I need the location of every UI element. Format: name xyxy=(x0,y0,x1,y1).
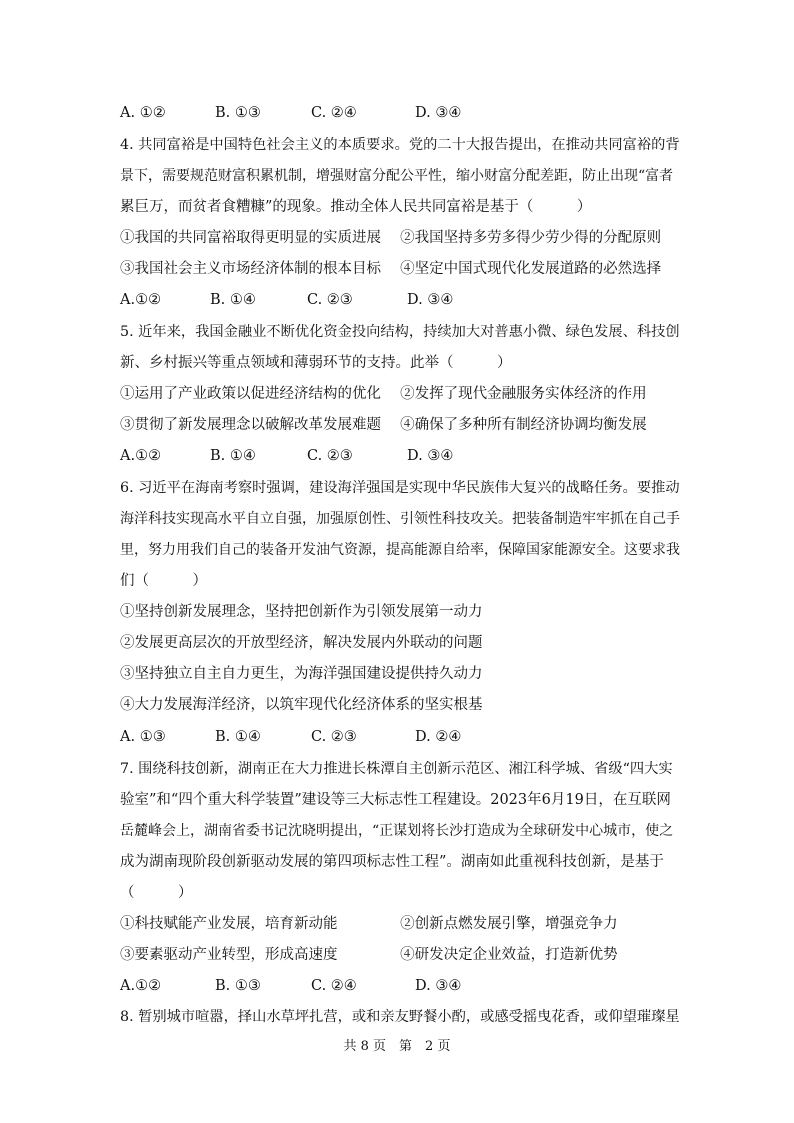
q5-statement-line-1: ①运用了产业政策以促进经济结构的优化 ②发挥了现代金融服务实体经济的作用 xyxy=(120,386,647,402)
q4-option-c: C. ②③ xyxy=(307,292,353,308)
q6-statement-2: ②发展更高层次的开放型经济，解决发展内外联动的问题 xyxy=(120,635,483,651)
q7-statement-line-2: ③要素驱动产业转型，形成高速度 ④研发决定企业效益，打造新优势 xyxy=(120,947,618,963)
q3-option-d: D. ③④ xyxy=(415,105,462,121)
q4-stem-line-3: 累巨万，而贫者食糟糠”的现象。推动全体人民共同富裕是基于（ ） xyxy=(120,199,592,215)
q3-option-a: A. ①② xyxy=(120,105,166,121)
q7-option-c: C. ②④ xyxy=(311,978,357,994)
q6-stem-line-1: 6. 习近平在海南考察时强调，建设海洋强国是实现中华民族伟大复兴的战略任务。要推动 xyxy=(120,480,680,496)
q4-option-a: A.①② xyxy=(120,292,162,308)
q5-statement-line-2: ③贯彻了新发展理念以破解改革发展难题 ④确保了多种所有制经济协调均衡发展 xyxy=(120,417,647,433)
q4-statement-line-1: ①我国的共同富裕取得更明显的实质进展 ②我国坚持多劳多得少劳少得的分配原则 xyxy=(120,230,662,246)
q5-option-d: D. ③④ xyxy=(407,448,454,464)
q3-options xyxy=(120,103,461,123)
q6-option-c: C. ②③ xyxy=(311,729,357,745)
q5-option-a: A.①② xyxy=(120,448,162,464)
q7-stem-line-5: （ ） xyxy=(120,885,193,901)
q6-statement-1: ①坚持创新发展理念，坚持把创新作为引领发展第一动力 xyxy=(120,604,483,620)
q6-option-d: D. ②④ xyxy=(415,729,462,745)
q6-stem-line-4: 们（ ） xyxy=(120,573,207,589)
q5-option-b: B. ①④ xyxy=(210,448,256,464)
page-footer: 共 8 页 第 2 页 xyxy=(343,1039,451,1054)
q7-statement-line-1: ①科技赋能产业发展，培育新动能 ②创新点燃发展引擎，增强竞争力 xyxy=(120,916,618,932)
q4-options xyxy=(120,290,453,310)
q5-options xyxy=(120,446,453,466)
q7-option-b: B. ①③ xyxy=(215,978,261,994)
q4-option-d: D. ③④ xyxy=(407,292,454,308)
q8-stem-line-1: 8. 暂别城市喧嚣，择山水草坪扎营，或和亲友野餐小酌，或感受摇曳花香，或仰望璀璨星 xyxy=(120,1009,680,1025)
q6-stem-line-3: 里，努力用我们自己的装备开发油气资源，提高能源自给率，保障国家能源安全。这要求我 xyxy=(120,542,680,558)
q6-statement-3: ③坚持独立自主自力更生，为海洋强国建设提供持久动力 xyxy=(120,666,483,682)
q7-stem-line-1: 7. 围绕科技创新，湖南正在大力推进长株潭自主创新示范区、湘江科学城、省级“四大实 xyxy=(120,761,673,777)
q6-options xyxy=(120,727,461,747)
q4-statement-line-2: ③我国社会主义市场经济体制的根本目标 ④坚定中国式现代化发展道路的必然选择 xyxy=(120,261,662,277)
q7-stem-line-4: 成为湖南现阶段创新驱动发展的第四项标志性工程”。湖南如此重视科技创新，是基于 xyxy=(120,854,664,870)
q5-stem-line-1: 5. 近年来，我国金融业不断优化资金投向结构，持续加大对普惠小微、绿色发展、科技创 xyxy=(120,324,680,340)
q7-options xyxy=(120,976,461,996)
q4-stem-line-2: 景下，需要规范财富积累机制，增强财富分配公平性，缩小财富分配差距，防止出现“富者 xyxy=(120,168,674,184)
q7-stem-line-2: 验室”和“四个重大科学装置”建设等三大标志性工程建设。2023年6月19日，在互联网 xyxy=(120,792,671,808)
q6-option-b: B. ①④ xyxy=(215,729,261,745)
q6-option-a: A. ①③ xyxy=(120,729,166,745)
q5-stem-line-2: 新、乡村振兴等重点领域和薄弱环节的支持。此举（ ） xyxy=(120,355,512,371)
q6-statement-4: ④大力发展海洋经济，以筑牢现代化经济体系的坚实根基 xyxy=(120,697,483,713)
q5-option-c: C. ②③ xyxy=(307,448,353,464)
q7-stem-line-3: 岳麓峰会上，湖南省委书记沈晓明提出，“正谋划将长沙打造成为全球研发中心城市，使之 xyxy=(120,823,674,839)
q4-stem-line-1: 4. 共同富裕是中国特色社会主义的本质要求。党的二十大报告提出，在推动共同富裕的背 xyxy=(120,137,680,153)
q7-option-d: D. ③④ xyxy=(415,978,462,994)
q6-stem-line-2: 海洋科技实现高水平自立自强，加强原创性、引领性科技攻关。把装备制造牢牢抓在自己手 xyxy=(120,511,680,527)
q7-option-a: A.①② xyxy=(120,978,162,994)
q3-option-c: C. ②④ xyxy=(311,105,357,121)
q4-option-b: B. ①④ xyxy=(210,292,256,308)
q3-option-b: B. ①③ xyxy=(215,105,261,121)
